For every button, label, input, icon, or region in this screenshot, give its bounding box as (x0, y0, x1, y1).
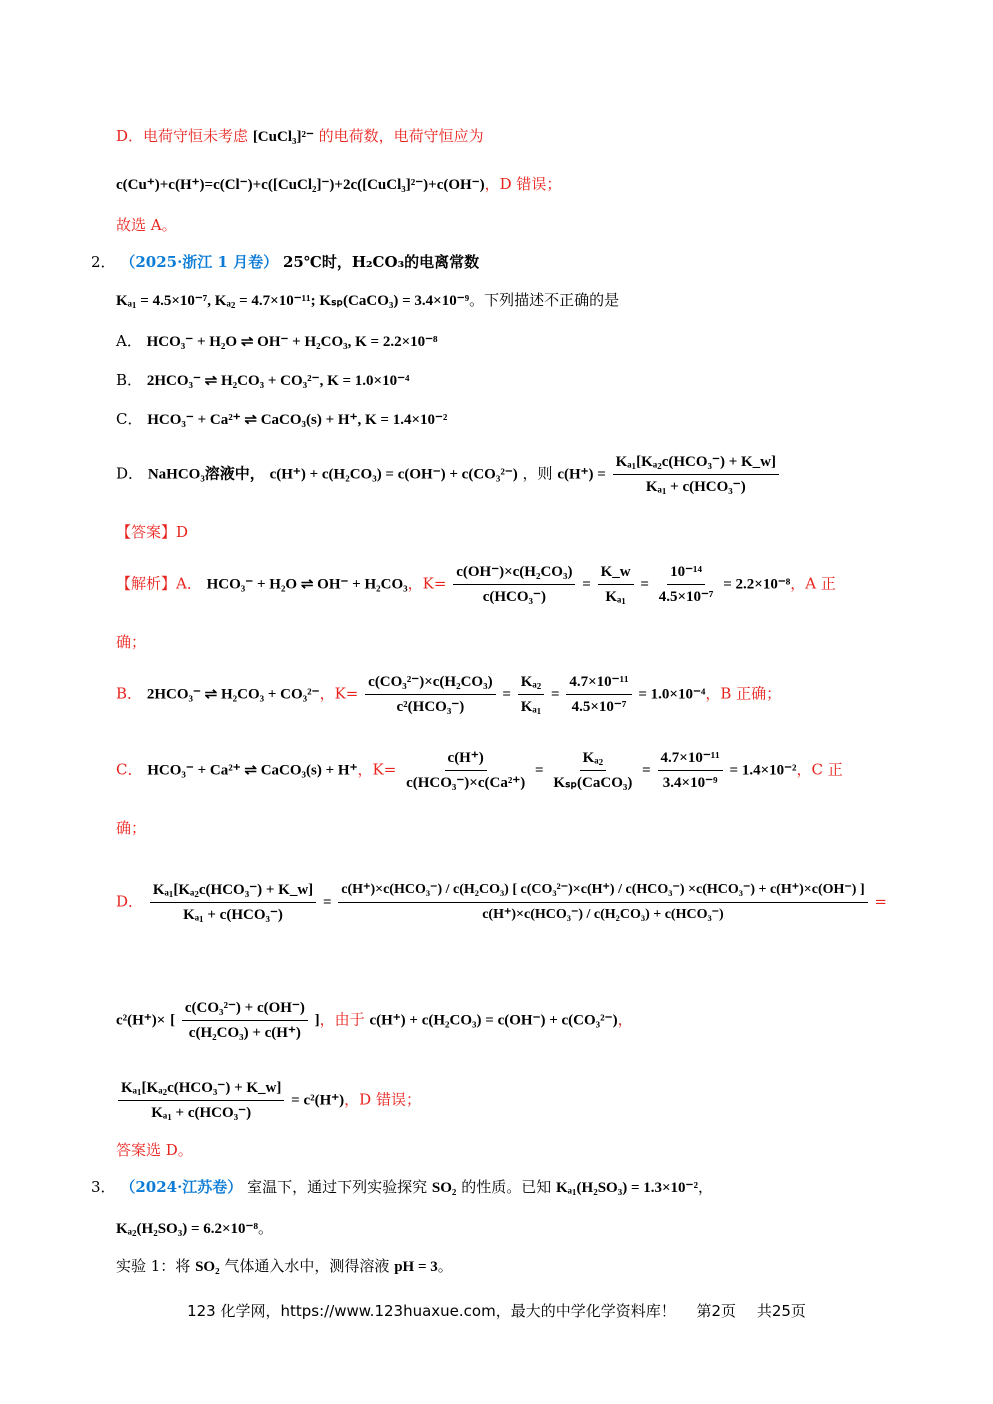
footer-total-pages: 共25页 (756, 1302, 806, 1320)
fraction-numerator: Kₐ₁[Kₐ₂c(HCO₃⁻) + K_w] (150, 880, 316, 903)
question-number: 2． (91, 253, 116, 271)
option-label: C． (116, 410, 143, 428)
analysis-b: B． 2HCO₃⁻ ⇌ H₂CO₃ + CO₃²⁻，K= $\frac{\text{c(CO₃²⁻)×c(H₂CO₃)}}{\text{c²(HCO₃⁻)}}$ = $\frac{\text{Kₐ₂}}{\text{Kₐ₁}}$ = $\frac{\text{4.7×10⁻¹¹}}{\text{4.5×10⁻⁷}}$ = 1.0×10⁻⁴，B 正确； (116, 674, 782, 715)
big-fraction-numerator: c(H⁺)×c(HCO₃⁻) / c(H₂CO₃) [ c(CO₃²⁻)×c(H⁺) / c(HCO₃⁻) ×c(HCO₃⁻) + c(H⁺)×c(OH⁻) ] (338, 880, 867, 903)
experiment-1 (116, 1256, 453, 1277)
question-stem-part1: 室温下，通过下列实验探究 (247, 1178, 428, 1196)
prev-d-conclusion (116, 126, 484, 147)
fraction-denominator: 3.4×10⁻⁹ (662, 775, 718, 791)
big-fraction-denominator: c(H⁺)×c(HCO₃⁻) / c(H₂CO₃) + c(HCO₃⁻) (482, 907, 724, 922)
option-fraction (613, 452, 779, 497)
option-equation: c(H⁺) + c(H₂CO₃) = c(OH⁻) + c(CO₃²⁻) (269, 466, 518, 483)
line2-equation: c(H⁺) + c(H₂CO₃) = c(OH⁻) + c(CO₃²⁻) (369, 1012, 618, 1029)
option-text: NaHCO₃溶液中， (147, 466, 265, 483)
fraction-numerator: c(OH⁻)×c(H₂CO₃) (453, 562, 575, 585)
question-stem-part1: 25℃时，H₂CO₃的电离常数 (282, 253, 480, 271)
ionization-constants: Kₐ₁ = 4.5×10⁻⁷, Kₐ₂ = 4.7×10⁻¹¹; Kₛₚ(CaCO₃) = 3.4×10⁻⁹ (116, 293, 470, 309)
option-a[interactable] (116, 331, 438, 352)
final-answer: 答案选 D。 (116, 1141, 193, 1159)
analysis-c: C． HCO₃⁻ + Ca²⁺ ⇌ CaCO₃(s) + H⁺，K= $\frac{c(H^+)}{\text{c(HCO₃⁻)×c(Ca²⁺)}}$ = $\frac{\text{Kₐ₂}}{\text{Kₛₚ(CaCO₃)}}$ = $\frac{\text{4.7×10⁻¹¹}}{\text{3.4×10⁻⁹}}$ = 1.4×10⁻²，C 正 (116, 750, 843, 791)
line2-end: ， (617, 1010, 633, 1029)
option-label: A． (116, 332, 142, 350)
analysis-a-tail: ，A 正 (790, 574, 836, 593)
option-lhs: c(H⁺) = (557, 466, 606, 483)
analysis-d-line3 (116, 1078, 421, 1123)
fraction-numerator: 4.7×10⁻¹¹ (658, 748, 723, 771)
analysis-d-line2: c²(H⁺)× [ $\frac{\text{c(CO₃²⁻) + c(OH⁻)}}{\text{c(H₂CO₃) + c(H⁺)}}$ ]，由于 c(H⁺) + c(H₂CO₃) = c(OH⁻) + c(CO₃²⁻)， (116, 1000, 633, 1041)
question-stem-part4: 。 (257, 1219, 273, 1237)
option-label: B． (116, 371, 143, 389)
fraction-denominator: c²(HCO₃⁻) (396, 699, 465, 715)
question-source: （2025·浙江 1 月卷） (120, 253, 279, 271)
option-text: HCO₃⁻ + H₂O ⇌ OH⁻ + H₂CO₃, K = 2.2×10⁻⁸ (146, 334, 438, 350)
charge-balance-tail: ，D 错误； (484, 175, 562, 193)
line3-tail: ，D 错误； (344, 1090, 421, 1109)
question-stem-part2: 的性质。已知 (461, 1178, 552, 1196)
fraction-numerator: Kₐ₁[Kₐ₂c(HCO₃⁻) + K_w] (613, 452, 779, 475)
question-3-stem (91, 1177, 713, 1198)
question-stem-part3: ， (697, 1178, 713, 1196)
analysis-c-equation: HCO₃⁻ + Ca²⁺ ⇌ CaCO₃(s) + H⁺ (147, 762, 358, 779)
page-footer (0, 1300, 993, 1321)
ph-value: pH = 3 (394, 1259, 438, 1275)
option-d[interactable] (116, 452, 781, 497)
fraction-denominator: c(HCO₃⁻)×c(Ca²⁺) (406, 775, 526, 791)
fraction-numerator: c(CO₃²⁻)×c(H₂CO₃) (365, 672, 495, 695)
k-label: ，K= (407, 574, 447, 593)
analysis-c-label: C． (116, 760, 143, 779)
analysis-b-label: B． (116, 684, 143, 703)
question-stem-part2: 。下列描述不正确的是 (469, 291, 620, 309)
fraction-denominator: Kₐ₁ (520, 699, 542, 715)
question-2-stem (91, 252, 479, 272)
analysis-c-result: = 1.4×10⁻² (729, 762, 797, 779)
option-then: ，则 (522, 464, 558, 483)
option-text: 2HCO₃⁻ ⇌ H₂CO₃ + CO₃²⁻, K = 1.0×10⁻⁴ (146, 373, 410, 389)
analysis-a: 【解析】A． HCO₃⁻ + H₂O ⇌ OH⁻ + H₂CO₃，K= $\frac{\text{c(OH⁻)×c(H₂CO₃)}}{\text{c(HCO₃⁻)}}$ = $\frac{K\_w}{\text{Kₐ₁}}$ = $\frac{\text{10⁻¹⁴}}{\text{4.5×10⁻⁷}}$ = 2.2×10⁻⁸，A 正 (116, 564, 836, 605)
footer-site[interactable]: 123 化学网，https://www.123huaxue.com，最大的中学化学资料库！ (187, 1302, 676, 1320)
question-number: 3． (91, 1178, 116, 1196)
option-text: HCO₃⁻ + Ca²⁺ ⇌ CaCO₃(s) + H⁺, K = 1.4×10⁻² (147, 412, 448, 428)
analysis-d: D． $\frac{\text{Kₐ₁[Kₐ₂c(HCO₃⁻) + K\_w]}}{\text{Kₐ₁ + c(HCO₃⁻)}}$ = c(H⁺)×c(HCO₃⁻) / c(H₂CO₃) [ c(CO₃²⁻)×c(H⁺) / c(HCO₃⁻) ×c(HCO₃⁻) + c(H⁺)×c(OH⁻) ] c(H⁺)×c(HCO₃⁻) / c(H₂CO₃) + c(HCO₃⁻) = (116, 882, 887, 923)
fraction-numerator: Kₐ₂ (580, 748, 607, 771)
question-2-constants (116, 290, 619, 311)
answer-label: 【答案】D (116, 523, 189, 541)
question-source: （2024·江苏卷） (120, 1178, 243, 1196)
fraction-denominator: Kₐ₁ + c(HCO₃⁻) (183, 907, 283, 923)
experiment-text-a: 实验 1：将 (116, 1257, 191, 1275)
prev-d-suffix: 的电荷数，电荷守恒应为 (318, 127, 484, 145)
analysis-a-tail2: 确； (116, 633, 147, 651)
line3-result: = c²(H⁺) (291, 1092, 345, 1109)
fraction-numerator: c(H⁺) (445, 748, 487, 771)
prev-answer-conclusion: 故选 A。 (116, 216, 177, 234)
prev-d-prefix: D．电荷守恒未考虑 (116, 127, 249, 145)
prev-d-formula: [CuCl₃]²⁻ (252, 129, 314, 145)
analysis-b-tail: ，B 正确； (705, 684, 782, 703)
footer-page-number: 第2页 (696, 1302, 737, 1320)
line2-since: ，由于 (319, 1010, 365, 1029)
fraction-denominator: Kₛₚ(CaCO₃) (553, 775, 633, 791)
fraction-denominator: 4.5×10⁻⁷ (571, 699, 627, 715)
experiment-text-b: 气体通入水中，测得溶液 (224, 1257, 390, 1275)
question-3-ka2 (116, 1218, 273, 1239)
fraction-numerator: 10⁻¹⁴ (667, 562, 705, 585)
fraction-denominator: Kₐ₁ + c(HCO₃⁻) (151, 1105, 252, 1121)
fraction-denominator: Kₐ₁ (605, 589, 626, 605)
ka2-value: Kₐ₂(H₂SO₃) = 6.2×10⁻⁸ (116, 1221, 258, 1237)
analysis-c-tail: ，C 正 (796, 760, 843, 779)
experiment-text-d: 。 (437, 1257, 453, 1275)
line2-lhs: c²(H⁺)× (116, 1012, 166, 1029)
option-c[interactable] (116, 409, 447, 430)
fraction-numerator: K_w (598, 562, 634, 585)
fraction-denominator: c(H₂CO₃) + c(H⁺) (188, 1025, 301, 1041)
fraction-numerator: 4.7×10⁻¹¹ (566, 672, 631, 695)
ka1-value: Kₐ₁(H₂SO₃) = 1.3×10⁻² (555, 1180, 698, 1196)
fraction-denominator: c(HCO₃⁻) (482, 589, 546, 605)
fraction-numerator: Kₐ₁[Kₐ₂c(HCO₃⁻) + K_w] (118, 1078, 284, 1101)
analysis-b-equation: 2HCO₃⁻ ⇌ H₂CO₃ + CO₃²⁻ (146, 686, 320, 703)
fraction-numerator: Kₐ₂ (518, 672, 545, 695)
so2-formula: SO₂ (195, 1259, 220, 1275)
option-b[interactable] (116, 370, 410, 391)
analysis-b-result: = 1.0×10⁻⁴ (638, 686, 706, 703)
k-label: ，K= (319, 684, 359, 703)
option-label: D． (116, 464, 144, 483)
fraction-denominator: Kₐ₁ + c(HCO₃⁻) (645, 479, 746, 495)
charge-balance-line (116, 174, 561, 195)
k-label: ，K= (357, 760, 397, 779)
fraction-denominator: 4.5×10⁻⁷ (658, 589, 714, 605)
analysis-a-label: A． (176, 574, 202, 593)
analysis-label: 【解析】 (116, 574, 177, 593)
analysis-a-result: = 2.2×10⁻⁸ (723, 576, 791, 593)
analysis-d-label: D． (116, 892, 144, 911)
fraction-numerator: c(CO₃²⁻) + c(OH⁻) (182, 998, 308, 1021)
so2-formula: SO₂ (431, 1180, 457, 1196)
analysis-c-tail2: 确； (116, 819, 147, 837)
analysis-a-equation: HCO₃⁻ + H₂O ⇌ OH⁻ + H₂CO₃ (206, 576, 408, 593)
charge-balance-equation: c(Cu⁺)+c(H⁺)=c(Cl⁻)+c([CuCl₂]⁻)+2c([CuCl₃]²⁻)+c(OH⁻) (116, 177, 485, 193)
